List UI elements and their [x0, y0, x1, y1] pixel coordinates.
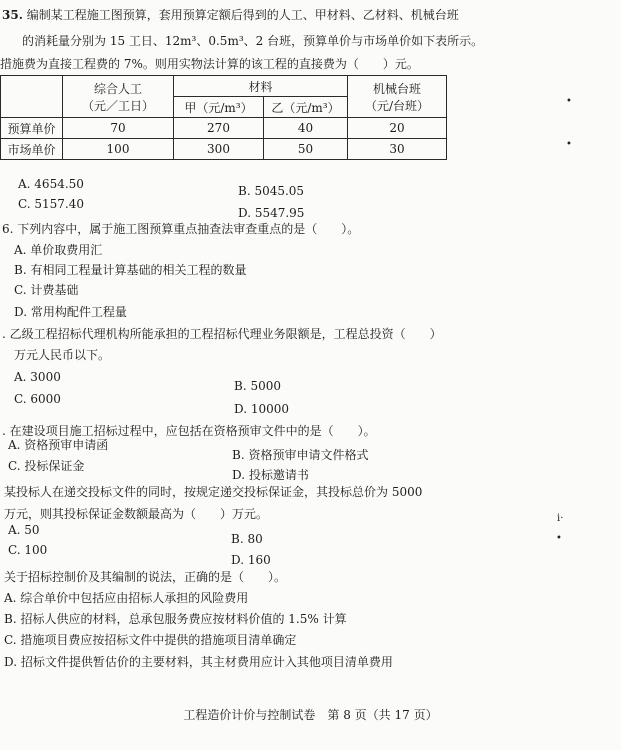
- q37-stem-line1: . 乙级工程招标代理机构所能承担的工程招标代理业务限额是，工程总投资（ ）: [2, 327, 442, 341]
- margin-speck: •: [556, 533, 562, 544]
- q40-stem: 关于招标控制价及其编制的说法，正确的是（ ）。: [4, 570, 287, 584]
- margin-speck: •: [566, 139, 572, 150]
- machine-header-line2: （元/台班）: [364, 98, 430, 113]
- q36-stem: 6. 下列内容中，属于施工图预算重点抽查法审查重点的是（ ）。: [2, 222, 360, 236]
- row-label: 预算单价: [1, 118, 63, 139]
- q39-stem-line1: 某投标人在递交投标文件的同时，按规定递交投标保证金，其投标总价为 5000: [4, 485, 423, 499]
- cell-jia: 270: [174, 118, 264, 139]
- q35-stem-line3: 措施费为直接工程费的 7%。则用实物法计算的该工程的直接费为（ ）元。: [0, 57, 419, 71]
- table-header-material: 材料: [174, 76, 348, 97]
- q37-option-c: C. 6000: [14, 392, 61, 406]
- q39-option-d: D. 160: [231, 553, 271, 567]
- q39-option-b: B. 80: [231, 532, 263, 546]
- q35-option-d: D. 5547.95: [238, 206, 305, 220]
- q39-stem-line2: 万元，则其投标保证金数额最高为（ ）万元。: [4, 507, 269, 521]
- margin-speck: i·: [557, 513, 564, 524]
- table-row: [1, 118, 447, 139]
- q40-option-c: C. 措施项目费应按招标文件中提供的措施项目清单确定: [4, 633, 297, 647]
- price-table: [0, 75, 447, 160]
- q40-option-a: A. 综合单价中包括应由招标人承担的风险费用: [4, 591, 249, 605]
- q40-option-d: D. 招标文件提供暂估价的主要材料，其主材费用应计入其他项目清单费用: [4, 655, 393, 669]
- table-row: [1, 139, 447, 160]
- cell-machine: 30: [348, 139, 447, 160]
- table-header-machine: [348, 76, 447, 118]
- q35-stem-line1: [2, 8, 459, 23]
- q36-option-d: D. 常用构配件工程量: [14, 305, 127, 319]
- q38-stem: . 在建设项目施工招标过程中，应包括在资格预审文件中的是（ ）。: [2, 424, 376, 438]
- page-footer: 工程造价计价与控制试卷 第 8 页（共 17 页）: [183, 708, 438, 722]
- row-label: 市场单价: [1, 139, 63, 160]
- cell-jia: 300: [174, 139, 264, 160]
- q37-option-b: B. 5000: [234, 379, 281, 393]
- q35-option-a: A. 4654.50: [18, 177, 84, 191]
- q36-option-b: B. 有相同工程量计算基础的相关工程的数量: [14, 263, 247, 277]
- cell-yi: 40: [264, 118, 348, 139]
- q40-option-b: B. 招标人供应的材料，总承包服务费应按材料价值的 1.5% 计算: [4, 612, 347, 626]
- cell-labor: 70: [63, 118, 174, 139]
- q39-option-c: C. 100: [8, 543, 48, 557]
- q38-option-a: A. 资格预审申请函: [8, 438, 109, 452]
- q38-option-d: D. 投标邀请书: [232, 468, 309, 482]
- table-header-labor: [63, 76, 174, 118]
- q35-stem-line2: 的消耗量分别为 15 工日、12m³、0.5m³、2 台班，预算单价与市场单价如下表所示。: [22, 34, 484, 48]
- q35-stem-text1: 编制某工程施工图预算，套用预算定额后得到的人工、甲材料、乙材料、机械台班: [26, 8, 459, 22]
- labor-header-line1: 综合人工: [93, 81, 142, 96]
- q37-option-d: D. 10000: [234, 402, 289, 416]
- table-header-jia: 甲（元/m³）: [174, 97, 264, 118]
- q35-option-b: B. 5045.05: [238, 184, 305, 198]
- cell-yi: 50: [264, 139, 348, 160]
- table-header-yi: 乙（元/m³）: [264, 97, 348, 118]
- q38-option-b: B. 资格预审申请文件格式: [232, 448, 369, 462]
- labor-header-line2: （元／工日）: [81, 98, 154, 113]
- machine-header-line1: 机械台班: [372, 81, 421, 96]
- margin-speck: •: [566, 96, 572, 107]
- q39-option-a: A. 50: [8, 523, 40, 537]
- cell-machine: 20: [348, 118, 447, 139]
- q35-option-c: C. 5157.40: [18, 197, 85, 211]
- q36-option-a: A. 单价取费用汇: [14, 243, 103, 257]
- cell-labor: 100: [63, 139, 174, 160]
- q37-option-a: A. 3000: [14, 370, 61, 384]
- q35-number: 35.: [2, 8, 23, 22]
- q37-stem-line2: 万元人民币以下。: [14, 348, 111, 362]
- q38-option-c: C. 投标保证金: [8, 459, 85, 473]
- q36-option-c: C. 计费基础: [14, 283, 79, 297]
- table-corner-cell: [1, 76, 63, 118]
